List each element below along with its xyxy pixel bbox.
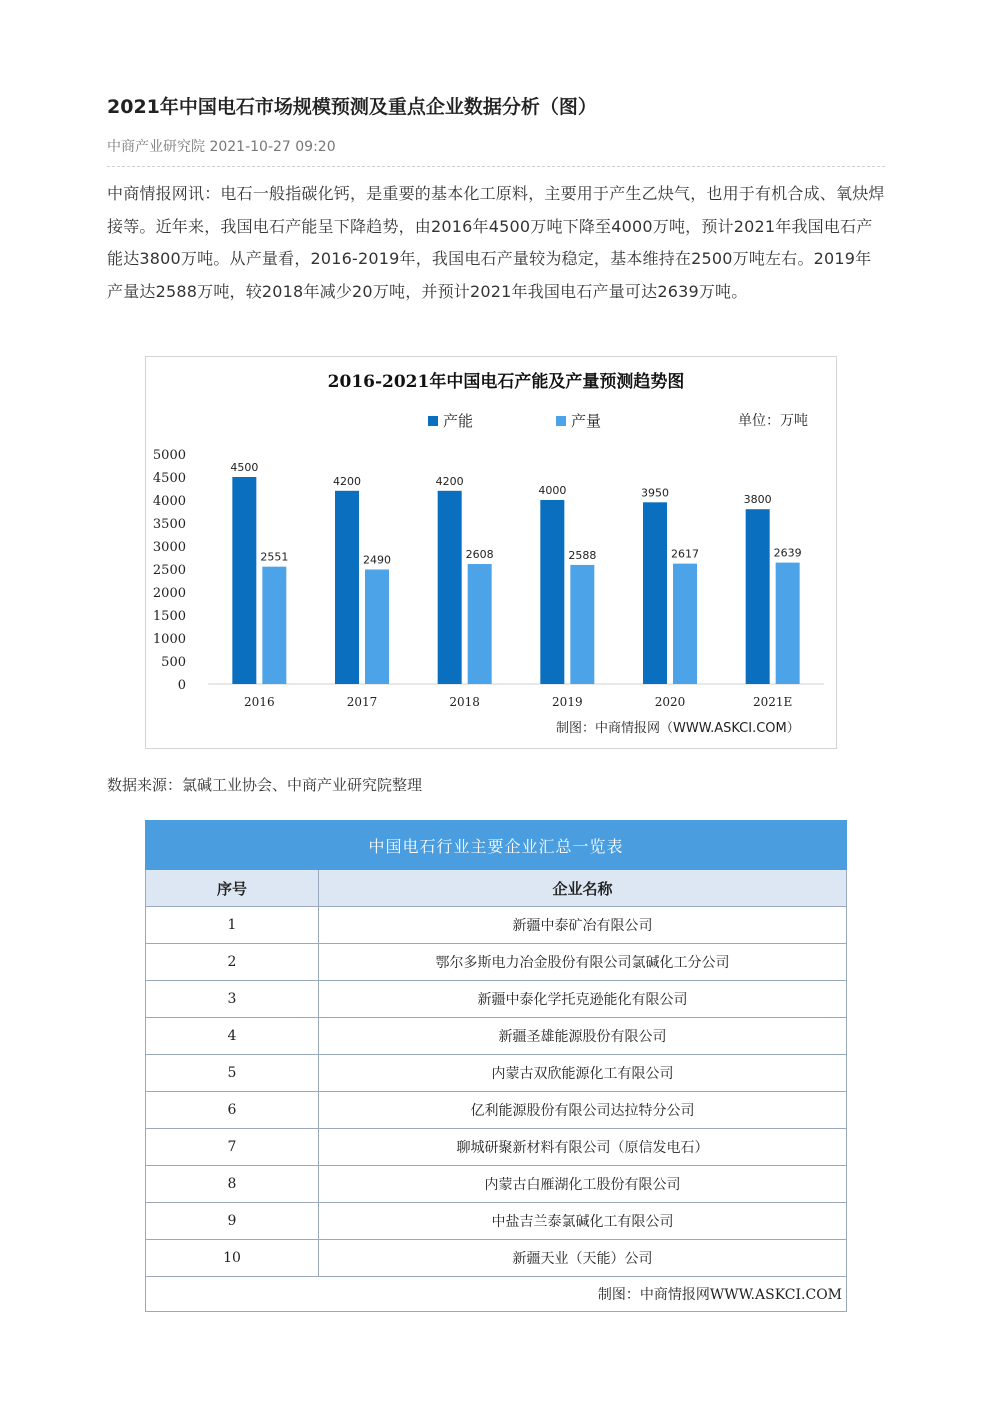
row-company-name: 新疆中泰矿冶有限公司 (319, 907, 847, 944)
row-index: 5 (146, 1055, 319, 1092)
bar-output (570, 565, 594, 684)
bar-capacity (643, 502, 667, 684)
bar-capacity (335, 491, 359, 684)
table-row (146, 1092, 847, 1129)
row-index: 4 (146, 1018, 319, 1055)
data-label: 3950 (641, 486, 669, 500)
table-credit: 制图：中商情报网WWW.ASKCI.COM (146, 1277, 847, 1312)
table-row (146, 907, 847, 944)
row-company-name: 亿利能源股份有限公司达拉特分公司 (319, 1092, 847, 1129)
row-index: 10 (146, 1240, 319, 1277)
bar-capacity (232, 477, 256, 684)
y-tick-label: 4500 (152, 471, 186, 486)
row-company-name: 新疆圣雄能源股份有限公司 (319, 1018, 847, 1055)
bar-capacity (540, 500, 564, 684)
data-label: 4200 (435, 474, 464, 488)
row-index: 7 (146, 1129, 319, 1166)
legend-label-0: 产能 (443, 412, 474, 430)
chart-unit: 单位：万吨 (738, 413, 808, 429)
company-table (145, 820, 847, 1312)
row-index: 3 (146, 981, 319, 1018)
x-tick-label: 2021E (753, 695, 793, 709)
y-tick-label: 1500 (152, 609, 186, 624)
table-row (146, 1129, 847, 1166)
bar-capacity (438, 491, 462, 684)
bar-chart (146, 357, 836, 748)
row-company-name: 鄂尔多斯电力冶金股份有限公司氯碱化工分公司 (319, 944, 847, 981)
y-tick-label: 3000 (152, 540, 186, 555)
row-index: 1 (146, 907, 319, 944)
legend-swatch-0 (428, 416, 438, 426)
row-company-name: 新疆中泰化学托克逊能化有限公司 (319, 981, 847, 1018)
table-row (146, 1203, 847, 1240)
header-company: 企业名称 (319, 870, 847, 907)
article-title: 2021年中国电石市场规模预测及重点企业数据分析（图） (107, 96, 597, 118)
x-tick-label: 2020 (654, 695, 686, 709)
bar-output (262, 567, 286, 684)
y-tick-label: 4000 (152, 494, 186, 509)
x-tick-label: 2019 (552, 695, 583, 709)
row-company-name: 内蒙古双欣能源化工有限公司 (319, 1055, 847, 1092)
table-row (146, 1055, 847, 1092)
data-label: 4000 (538, 484, 567, 497)
x-tick-label: 2016 (244, 695, 275, 709)
row-company-name: 中盐吉兰泰氯碱化工有限公司 (319, 1203, 847, 1240)
legend-label-1: 产量 (571, 412, 602, 430)
row-index: 9 (146, 1203, 319, 1240)
row-company-name: 内蒙古白雁湖化工股份有限公司 (319, 1166, 847, 1203)
row-index: 8 (146, 1166, 319, 1203)
row-company-name: 新疆天业（天能）公司 (319, 1240, 847, 1277)
table-row (146, 1018, 847, 1055)
x-tick-label: 2018 (449, 695, 480, 709)
header-index: 序号 (146, 870, 319, 907)
data-label: 2551 (260, 550, 289, 564)
table-row (146, 1240, 847, 1277)
chart-title: 2016-2021年中国电石产能及产量预测趋势图 (327, 372, 685, 392)
chart-container (145, 356, 837, 749)
data-label: 2617 (671, 547, 699, 561)
divider (107, 166, 885, 167)
table-row (146, 1166, 847, 1203)
article-meta: 中商产业研究院 2021-10-27 09:20 (107, 139, 336, 155)
row-company-name: 聊城研聚新材料有限公司（原信发电石） (319, 1129, 847, 1166)
legend-swatch-1 (556, 416, 566, 426)
y-tick-label: 500 (161, 655, 186, 670)
chart-credit: 制图：中商情报网（WWW.ASKCI.COM） (556, 721, 800, 736)
y-tick-label: 3500 (152, 517, 186, 532)
bar-output (468, 564, 492, 684)
table-body (146, 907, 847, 1277)
article-body: 中商情报网讯：电石一般指碳化钙，是重要的基本化工原料，主要用于产生乙炔气，也用于有机合成、氧炔焊接等。近年来，我国电石产能呈下降趋势，由2016年4500万吨下降至4000万吨，预计2021年我国电石产能达3800万吨。从产量看，2016-2019年，我国电石产量较为稳定，基本维持在2500万吨左右。2019年产量达2588万吨，较2018年减少20万吨，并预计2021年我国电石产量可达2639万吨。 (107, 184, 885, 301)
data-label: 2490 (363, 553, 391, 567)
y-tick-label: 5000 (152, 448, 186, 463)
data-label: 2639 (773, 546, 802, 560)
y-tick-label: 2500 (152, 563, 186, 578)
x-tick-label: 2017 (346, 695, 378, 709)
data-label: 2608 (465, 548, 494, 562)
data-label: 2588 (568, 548, 597, 562)
table-row (146, 981, 847, 1018)
data-label: 4500 (230, 461, 259, 474)
y-tick-label: 0 (177, 678, 186, 693)
bar-output (673, 564, 697, 684)
bar-output (776, 563, 800, 684)
bar-output (365, 569, 389, 684)
table-caption: 中国电石行业主要企业汇总一览表 (146, 821, 847, 870)
table-row (146, 944, 847, 981)
data-label: 3800 (743, 493, 772, 507)
data-source: 数据来源：氯碱工业协会、中商产业研究院整理 (107, 776, 423, 794)
y-tick-label: 1000 (152, 632, 186, 647)
y-tick-label: 2000 (152, 586, 186, 601)
row-index: 6 (146, 1092, 319, 1129)
data-label: 4200 (333, 474, 361, 488)
row-index: 2 (146, 944, 319, 981)
bar-capacity (746, 509, 770, 684)
